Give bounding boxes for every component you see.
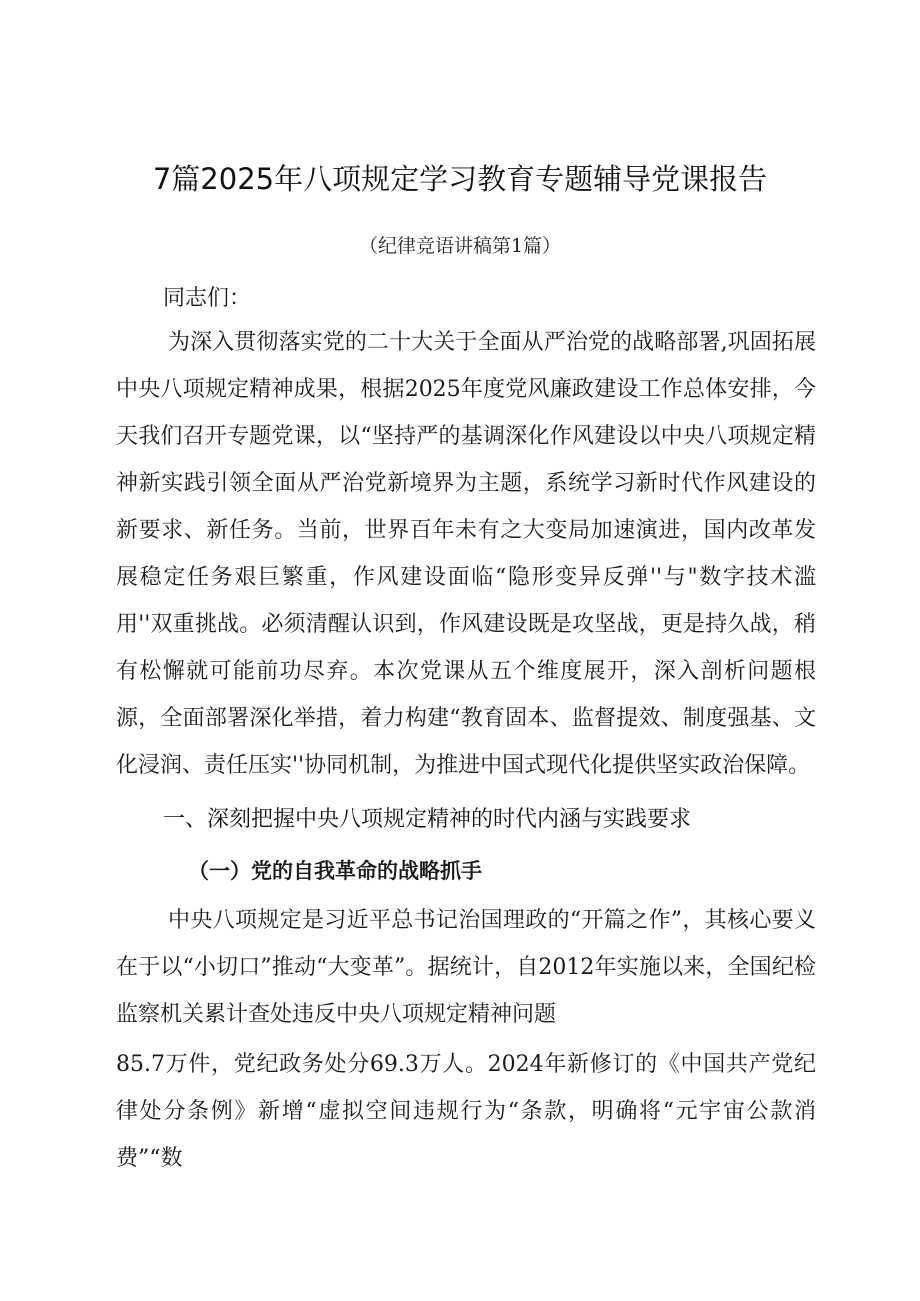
body-paragraph-3: 85.7万件，党纪政务处分69.3万人。2024年新修订的《中国共产党纪律处分条例》新增“虚拟空间违规行为“条款，明确将“元宇宙公款消费”“数 xyxy=(116,1052,816,1171)
subsection-heading-1-1: （一）党的自我革命的战略抓手 xyxy=(188,858,482,883)
document-title: 7篇2025年八项规定学习教育专题辅导党课报告 xyxy=(152,162,768,196)
body-paragraph-2: 中央八项规定是习近平总书记治国理政的“开篇之作”，其核心要义在于以“小切口”推动“大变革”。据统计，自2012年实施以来，全国纪检监察机关累计查处违反中央八项规定精神问题 xyxy=(116,908,816,1027)
intro-paragraph: 为深入贯彻落实党的二十大关于全面从严治党的战略部署,巩固拓展中央八项规定精神成果，根据2025年度党风廉政建设工作总体安排，今天我们召开专题党课，以“坚持严的基调深化作风建设以中央八项规定精神新实践引领全面从严治党新境界为主题，系统学习新时代作风建设的新要求、新任务。当前，世界百年未有之大变局加速演进，国内改革发展稳定任务艰巨繁重，作风建设面临“隐形变异反弹''与"数字技术滥用''双重挑战。必须清醒认识到，作风建设既是攻坚战，更是持久战，稍有松懈就可能前功尽弃。本次党课从五个维度展开，深入剖析问题根源，全面部署深化举措，着力构建“教育固本、监督提效、制度强基、文化浸润、责任压实''协同机制，为推进中国式现代化提供坚实政治保障。 xyxy=(116,330,816,778)
section-heading-1: 一、深刻把握中央八项规定精神的时代内涵与实践要求 xyxy=(163,807,692,832)
salutation: 同志们： xyxy=(163,286,252,311)
document-subtitle: （纪律竞语讲稿第1篇） xyxy=(358,235,562,257)
